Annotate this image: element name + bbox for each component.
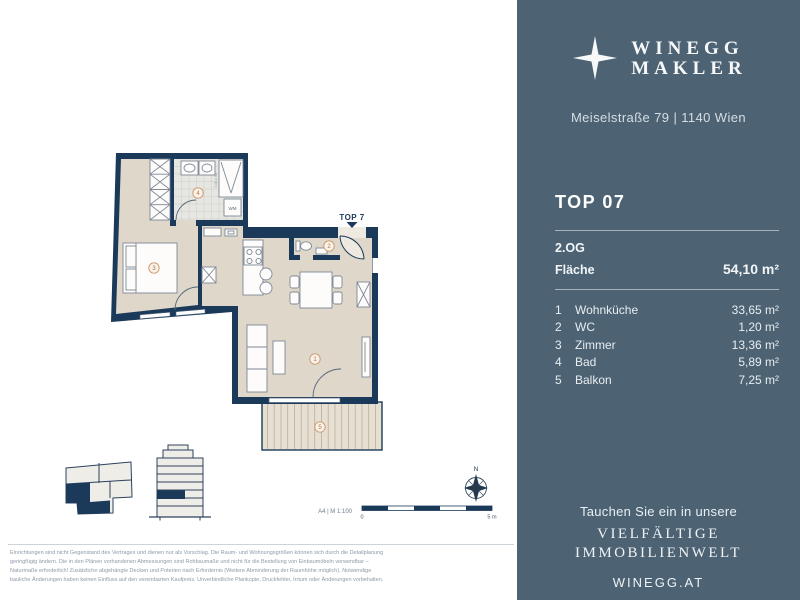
area-value: 54,10 m² (722, 261, 779, 277)
scale-start-label: 0 (360, 514, 364, 521)
svg-text:5: 5 (318, 425, 322, 432)
room-area: 33,65 m² (731, 303, 779, 317)
compass-north-label: N (473, 466, 479, 473)
wardrobe (150, 159, 170, 220)
unit-info (555, 192, 779, 390)
compass-icon (464, 466, 488, 502)
divider (555, 230, 779, 231)
disclaimer-line: Naturmaße erforderlich! Zusätzliche abgehängte Decken und Poterien nach Erfordernis (Weitere Abminderung der Raumhöhe möglich). Notwendige (10, 567, 372, 574)
room-area: 5,89 m² (738, 355, 779, 370)
svg-text:1: 1 (313, 357, 317, 364)
svg-text:2: 2 (327, 244, 331, 251)
room-number: 5 (555, 372, 562, 387)
room-number: 4 (555, 355, 562, 370)
info-panel (517, 0, 800, 600)
room-badge-5 (315, 422, 325, 432)
corridor-floor (202, 226, 243, 306)
room-badge-2 (324, 241, 334, 251)
hall-cabinet (357, 282, 370, 307)
disclaimer-line: bauliche Änderungen haben keinen Einfluss auf den vereinbarten Kaufpreis. Unverbindliche Plankopie, Druckfehler, Irrtum oder Änderungen vorbehalten. (10, 576, 384, 583)
site-plan-footprint (66, 462, 132, 514)
svg-text:4: 4 (196, 191, 200, 198)
room-name: Balkon (575, 372, 612, 387)
tagline-line2: IMMOBILIENWELT (575, 544, 742, 561)
room-number: 2 (555, 320, 562, 335)
room-number: 1 (555, 303, 562, 317)
room-name: WC (575, 320, 595, 335)
sofa (247, 325, 267, 392)
room-area: 13,36 m² (731, 337, 779, 352)
shower-size-label: 140 x 90 (214, 172, 218, 188)
tv-board (362, 337, 370, 377)
toilet (296, 241, 312, 251)
room-area: 7,25 m² (738, 372, 779, 387)
disclaimer-line: Einrichtungen sind nicht Gegenstand des Vertrages und dienen nur als Vorschlag. Die Raum- und Wohnungsgrößen können sich durch die Detailplanung (10, 550, 384, 556)
kitchen-sink-2 (260, 282, 272, 294)
room-name: Wohnküche (575, 303, 639, 317)
unit-title: TOP 07 (555, 192, 626, 212)
room-badge-3 (149, 263, 159, 273)
total-area-row (555, 261, 779, 277)
washer-label: WM (228, 206, 237, 211)
corridor-cabinet (202, 267, 216, 283)
window-right (373, 258, 379, 273)
room-list-item (555, 303, 779, 320)
brand-name-line2: MAKLER (631, 58, 747, 79)
balcony-window-band (269, 398, 340, 403)
website-link[interactable]: WINEGG.AT (612, 574, 705, 590)
area-label: Fläche (555, 263, 595, 277)
brand-logo (517, 34, 800, 84)
corridor-box (225, 229, 237, 236)
tagline-intro: Tauchen Sie ein in unsere (579, 504, 738, 519)
tagline-serif (517, 525, 800, 563)
room-list-item (555, 338, 779, 355)
room-badge-1 (310, 354, 320, 364)
site-plan-section (149, 445, 211, 521)
room-badge-4 (193, 188, 203, 198)
property-address: Meiselstraße 79 | 1140 Wien (570, 110, 747, 125)
disclaimer-line: geringfügig ändern. Die in den Plänen vorhandenen Abmessungen sind Rohbaumaße und nicht für die Bestellung von Einbaumöbeln verwendbar – (10, 558, 369, 565)
star-icon (570, 34, 620, 84)
washbasins (181, 161, 215, 175)
room-name: Bad (575, 355, 597, 370)
tagline-line1: VIELFÄLTIGE (597, 526, 720, 542)
room-list-item (555, 373, 779, 390)
shower (219, 160, 243, 197)
divider (555, 289, 779, 290)
floor-label: 2.OG (555, 241, 585, 255)
highlighted-floor (157, 491, 185, 500)
scale-label: A4 | M 1:100 (318, 509, 352, 515)
room-area: 1,20 m² (738, 320, 779, 335)
disclaimer (10, 549, 514, 585)
room-list-item (555, 355, 779, 372)
scale-bar (318, 506, 497, 521)
kitchen-sink (260, 268, 272, 280)
svg-text:3: 3 (152, 266, 156, 273)
brand-name-line1: WINEGG (631, 37, 744, 59)
room-list-item (555, 320, 779, 337)
brand-name (631, 39, 747, 79)
panel-footer (517, 504, 800, 590)
room-number: 3 (555, 337, 562, 352)
room-name: Zimmer (575, 337, 616, 352)
corridor-shelf (204, 228, 221, 236)
scale-end-label: 5 m (487, 514, 497, 521)
coffee-table (273, 341, 285, 374)
room-list (555, 303, 779, 390)
disclaimer-divider (8, 544, 514, 545)
entrance-label: TOP 7 (339, 213, 365, 222)
